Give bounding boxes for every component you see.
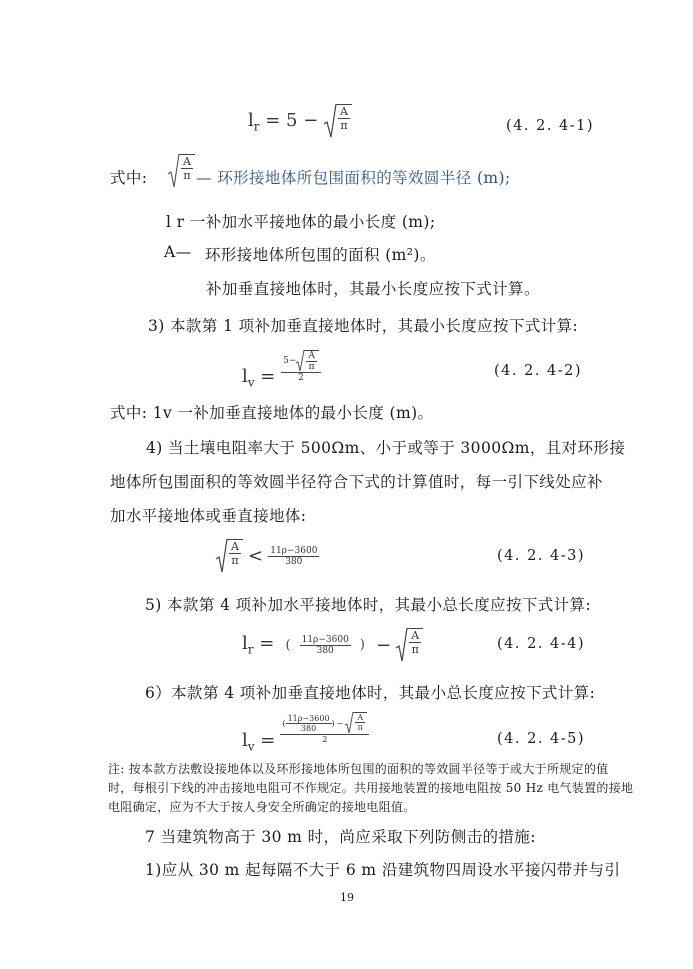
eq1-rad-a: A <box>340 105 348 118</box>
eq3-den: 380 <box>285 556 303 567</box>
eq1-lhs: l <box>248 110 254 131</box>
eq2-sub: v <box>247 375 255 390</box>
eq1-sqrt <box>324 104 352 138</box>
equation-4-2-4-4 <box>242 628 423 662</box>
eq5-inum: 11ρ−3600 <box>287 713 330 723</box>
where1-lr: l r 一补加水平接地体的最小长度 (m); <box>166 213 436 231</box>
eq5-rp: ) <box>331 718 335 728</box>
eq3-num: 11ρ−3600 <box>270 545 318 556</box>
eq5-eq: = <box>260 730 276 751</box>
eq5-iden: 380 <box>300 723 317 733</box>
eq3-op: < <box>248 545 264 567</box>
eq2-rad-a: A <box>308 351 315 361</box>
eq4-lhs: l <box>242 633 248 655</box>
eq1-rad-pi: π <box>340 119 348 132</box>
equation-number-5: (4. 2. 4-5) <box>497 731 586 747</box>
eq5-den: 2 <box>322 735 328 744</box>
note-line-2: 时，每根引下线的冲击接地电阻可不作规定。共用接地装置的接地电阻按 50 Hz 电气装置的接地 <box>108 781 634 795</box>
note-line-3: 电阻确定，应为不大于按人身安全所确定的接地电阻值。 <box>108 800 416 814</box>
eq5-lhs: l <box>242 730 248 751</box>
radical-sign-icon <box>168 154 179 188</box>
radical-sign-icon <box>216 539 227 573</box>
eq1-rhs: = 5 − <box>265 110 319 131</box>
equation-number-1: (4. 2. 4-1) <box>506 118 595 134</box>
item-4-line-2: 地体所包围面积的等效圆半径符合下式的计算值时，每一引下线处应补 <box>110 473 603 491</box>
eq4-lp: ( <box>285 637 291 653</box>
eq4-op: − <box>376 634 392 656</box>
item-7-1: 1)应从 30 m 起每隔不大于 6 m 沿建筑物四周设水平接闪带并与引 <box>145 861 621 879</box>
radical-sign-icon <box>324 104 336 138</box>
eq2-rad-pi: π <box>308 362 315 372</box>
where1-text: — 环形接地体所包围面积的等效圆半径 (m); <box>196 169 511 187</box>
equation-number-3: (4. 2. 4-3) <box>497 548 586 564</box>
equation-number-2: (4. 2. 4-2) <box>494 363 583 379</box>
item-7: 7 当建筑物高于 30 m 时，尚应采取下列防侧击的措施: <box>145 828 536 846</box>
where1-a-text: 环形接地体所包围的面积 (m²)。 <box>205 246 436 264</box>
where-2: 式中: 1v 一补加垂直接地体的最小长度 (m)。 <box>110 404 434 422</box>
page-number: 19 <box>340 891 354 904</box>
where1-sqrt <box>168 154 195 192</box>
eq2-num: 5− <box>283 356 297 366</box>
eq5-op: − <box>336 718 344 728</box>
item-4-line-1: 4) 当土壤电阻率大于 500Ωm、小于或等于 3000Ωm，且对环形接 <box>146 439 626 457</box>
eq4-rad-a: A <box>411 629 420 642</box>
eq5-rad-a: A <box>357 713 364 722</box>
eq3-rad-pi: π <box>231 554 239 567</box>
radical-sign-icon <box>345 712 353 734</box>
equation-4-2-4-5 <box>242 712 369 754</box>
where1-indent-text: 补加垂直接地体时，其最小长度应按下式计算。 <box>206 280 540 298</box>
eq4-rad-pi: π <box>411 643 419 656</box>
note-line-1: 注: 按本款方法敷设接地体以及环形接地体所包围的面积的等效圆半径等于或大于所规定的值 <box>108 762 609 776</box>
item-4-line-3: 加水平接地体或垂直接地体: <box>110 507 307 525</box>
where1-label: 式中: <box>110 169 148 187</box>
eq4-den: 380 <box>316 645 334 656</box>
eq2-lhs: l <box>242 366 248 387</box>
item-3: 3) 本款第 1 项补加垂直接地体时，其最小长度应按下式计算: <box>148 317 579 335</box>
where1-rad-pi: π <box>183 169 191 182</box>
eq4-eq: = <box>259 633 275 655</box>
equation-4-2-4-3 <box>216 539 319 573</box>
equation-4-2-4-1 <box>248 104 352 138</box>
where1-a-label: A— <box>164 243 192 261</box>
eq5-lp: ( <box>282 718 286 728</box>
eq1-sub: r <box>253 119 260 134</box>
where1-rad-a: A <box>183 155 191 168</box>
radical-sign-icon <box>396 628 407 662</box>
equation-number-4: (4. 2. 4-4) <box>497 636 586 652</box>
eq4-sub: r <box>247 642 254 657</box>
eq2-den: 2 <box>298 373 304 383</box>
eq4-num: 11ρ−3600 <box>301 634 349 645</box>
radical-sign-icon <box>296 350 304 372</box>
eq2-eq: = <box>260 366 276 387</box>
eq4-rp: ) <box>359 637 365 653</box>
eq5-sub: v <box>247 739 255 754</box>
eq5-rad-pi: π <box>357 723 363 732</box>
item-5: 5) 本款第 4 项补加水平接地体时，其最小总长度应按下式计算: <box>145 596 592 614</box>
eq3-rad-a: A <box>231 540 239 553</box>
item-6: 6）本款第 4 项补加垂直接地体时，其最小总长度应按下式计算: <box>145 684 596 702</box>
equation-4-2-4-2 <box>242 350 321 390</box>
